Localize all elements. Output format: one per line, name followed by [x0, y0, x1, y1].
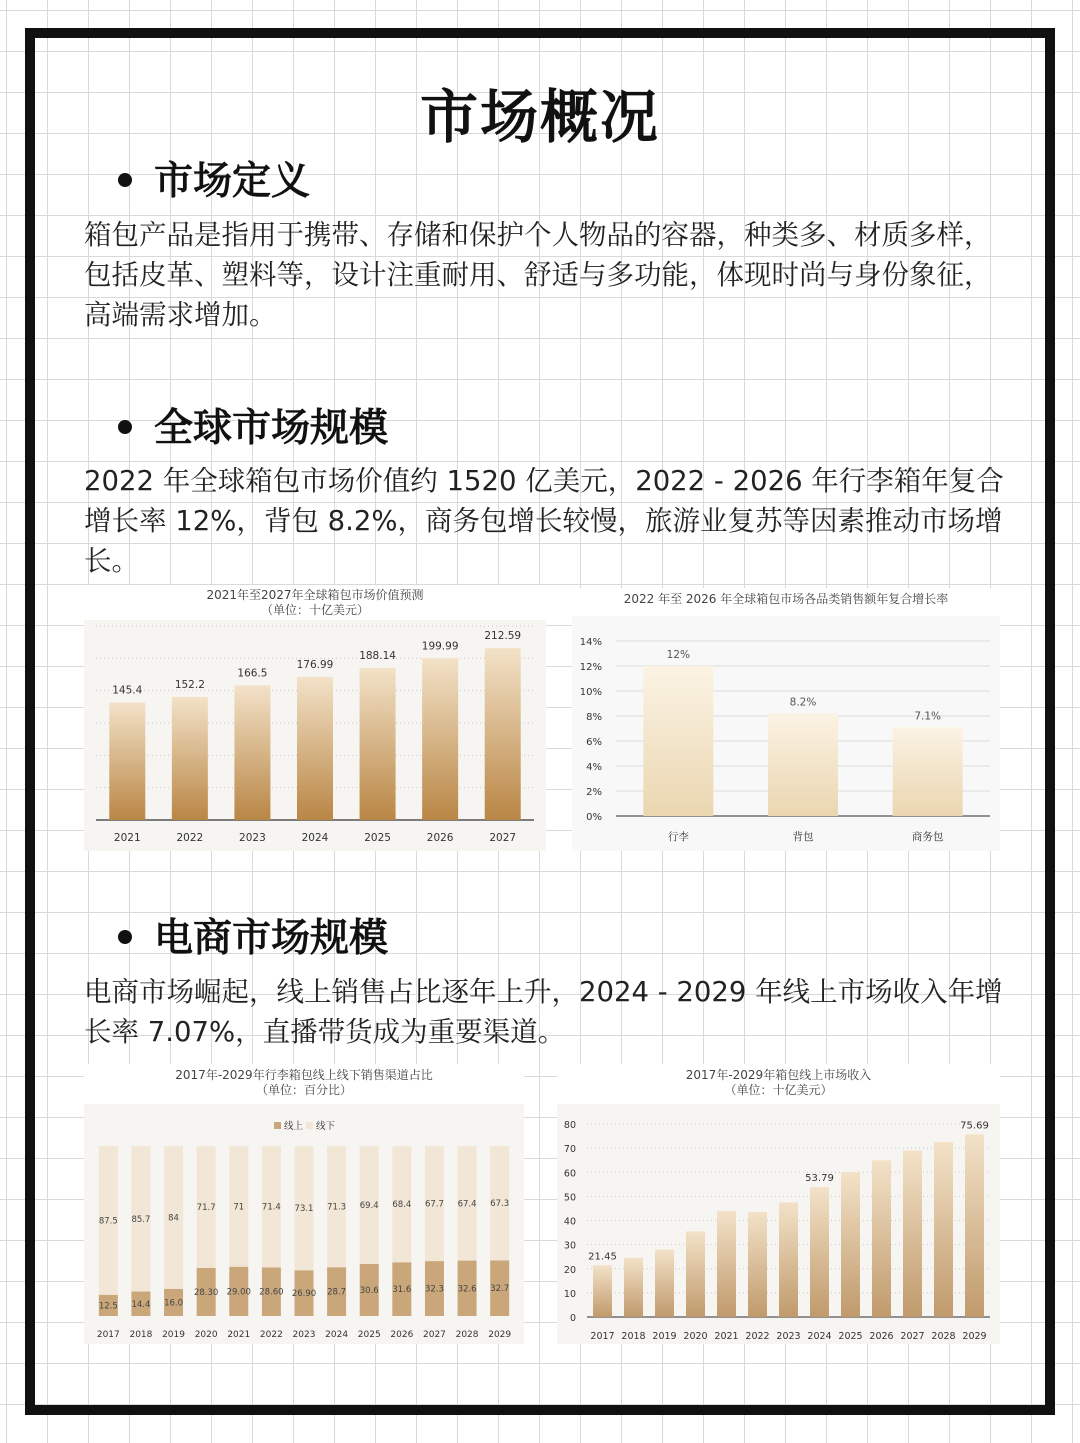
- tick-label-2026: 2026: [390, 1330, 414, 1340]
- section-heading-ecommerce: 电商市场规模: [118, 907, 388, 963]
- y-tick-label: 60: [563, 1168, 576, 1180]
- data-label-online-2026: 31.6: [392, 1285, 412, 1296]
- data-label-online-2023: 26.90: [291, 1289, 317, 1300]
- y-tick-label: 6%: [586, 737, 602, 748]
- bar-2021: [717, 1211, 736, 1317]
- tick-label-2028: 2028: [931, 1331, 956, 1342]
- bar-2023: [779, 1202, 798, 1317]
- data-label-商务包: 7.1%: [914, 710, 942, 723]
- legend-label-online: 线上: [284, 1121, 304, 1132]
- data-label-offline-2025: 69.4: [359, 1200, 379, 1211]
- y-tick-label: 40: [563, 1216, 576, 1228]
- chart-online-revenue: [557, 1064, 1000, 1344]
- data-label-offline-2028: 67.4: [457, 1199, 477, 1210]
- chart-svg: [557, 1104, 1000, 1344]
- bar-2026: [422, 658, 458, 820]
- y-tick-label: 8%: [586, 712, 602, 723]
- data-label-2021: 145.4: [112, 684, 143, 697]
- tick-label-2020: 2020: [194, 1330, 218, 1340]
- tick-label-2026: 2026: [869, 1331, 894, 1342]
- tick-label-2022: 2022: [176, 832, 204, 844]
- y-tick-label: 10%: [579, 687, 602, 698]
- tick-label-2019: 2019: [652, 1331, 677, 1342]
- data-label-2024: 176.99: [296, 658, 334, 671]
- data-label-online-2028: 32.6: [457, 1284, 477, 1295]
- data-label-online-2027: 32.3: [424, 1284, 444, 1295]
- data-label-offline-2020: 71.7: [196, 1202, 216, 1213]
- data-label-offline-2023: 73.1: [294, 1204, 314, 1215]
- tick-label-2029: 2029: [488, 1330, 512, 1340]
- bar-行李: [643, 666, 713, 816]
- tick-label-2027: 2027: [489, 832, 517, 844]
- chart-channel-share: [84, 1064, 524, 1344]
- bar-2029: [965, 1134, 984, 1317]
- data-label-online-2017: 12.5: [98, 1301, 118, 1312]
- bullet-icon: [118, 420, 132, 434]
- chart-subtitle: （单位：十亿美元）: [724, 1083, 833, 1097]
- bar-2027: [903, 1151, 922, 1317]
- data-label-online-2020: 28.30: [193, 1287, 219, 1298]
- data-label-2024: 53.79: [805, 1173, 834, 1185]
- y-tick-label: 30: [563, 1240, 576, 1252]
- chart-category-cagr: [572, 588, 1000, 851]
- tick-label-2022: 2022: [745, 1331, 770, 1342]
- tick-label-2028: 2028: [455, 1330, 479, 1340]
- bar-2017: [593, 1265, 612, 1317]
- tick-label-2026: 2026: [426, 832, 454, 844]
- bar-2022: [748, 1212, 767, 1317]
- data-label-offline-2018: 85.7: [131, 1214, 151, 1225]
- tick-label-2025: 2025: [838, 1331, 863, 1342]
- data-label-2017: 21.45: [588, 1251, 617, 1263]
- data-label-offline-2024: 71.3: [327, 1202, 347, 1213]
- data-label-2023: 166.5: [237, 667, 268, 680]
- tick-label-商务包: 商务包: [911, 831, 944, 843]
- bar-2024: [810, 1187, 829, 1317]
- tick-label-2018: 2018: [129, 1330, 153, 1340]
- data-label-offline-2019: 84: [168, 1213, 179, 1224]
- data-label-offline-2017: 87.5: [98, 1216, 118, 1227]
- bar-2024: [297, 677, 333, 820]
- data-label-online-2024: 28.7: [327, 1287, 347, 1298]
- tick-label-2023: 2023: [239, 832, 266, 844]
- bar-2019: [655, 1249, 674, 1317]
- chart-title: 2017年-2029年箱包线上市场收入: [685, 1068, 872, 1082]
- legend-label-offline: 线下: [316, 1121, 336, 1132]
- bar-商务包: [893, 727, 963, 816]
- chart-background: [557, 1104, 1000, 1344]
- bullet-icon: [118, 930, 132, 944]
- data-label-2026: 199.99: [421, 640, 459, 653]
- chart-title: 2017年-2029年行李箱包线上线下销售渠道占比: [175, 1068, 433, 1082]
- data-label-2025: 188.14: [359, 649, 396, 662]
- bar-2028: [934, 1142, 953, 1317]
- y-tick-label: 50: [563, 1192, 576, 1204]
- y-tick-label: 0%: [586, 812, 602, 823]
- section-heading-definition: 市场定义: [118, 150, 310, 206]
- y-tick-label: 12%: [579, 662, 602, 673]
- section-text-ecommerce: 电商市场崛起，线上销售占比逐年上升，2024 - 2029 年线上市场收入年增长率 7.07%，直播带货成为重要渠道。: [84, 976, 1003, 1048]
- data-label-online-2022: 28.60: [259, 1287, 284, 1298]
- data-label-online-2029: 32.7: [490, 1284, 510, 1295]
- section-heading-global: 全球市场规模: [118, 397, 388, 453]
- legend-swatch-online: [274, 1122, 281, 1129]
- tick-label-2017: 2017: [590, 1331, 615, 1342]
- tick-label-2025: 2025: [357, 1330, 381, 1340]
- data-label-online-2018: 14.4: [131, 1299, 151, 1310]
- tick-label-2021: 2021: [113, 832, 141, 844]
- tick-label-2018: 2018: [621, 1331, 646, 1342]
- chart-subtitle: （单位：百分比）: [255, 1083, 352, 1097]
- tick-label-2019: 2019: [162, 1330, 185, 1340]
- bar-2027: [485, 648, 521, 820]
- tick-label-行李: 行李: [667, 831, 689, 843]
- tick-label-2022: 2022: [259, 1330, 283, 1340]
- data-label-offline-2021: 71: [233, 1202, 245, 1213]
- y-tick-label: 4%: [586, 762, 602, 773]
- tick-label-2020: 2020: [683, 1331, 708, 1342]
- bar-2022: [172, 697, 208, 820]
- y-tick-label: 14%: [579, 637, 602, 648]
- bar-2026: [872, 1160, 891, 1317]
- tick-label-2024: 2024: [301, 832, 329, 844]
- data-label-2022: 152.2: [174, 678, 205, 691]
- section-text-global: 2022 年全球箱包市场价值约 1520 亿美元，2022 - 2026 年行李箱年复合增长率 12%，背包 8.2%，商务包增长较慢，旅游业复苏等因素推动市场增长。: [84, 465, 1004, 577]
- tick-label-2025: 2025: [364, 832, 391, 844]
- tick-label-2027: 2027: [423, 1330, 446, 1340]
- chart-subtitle: （单位：十亿美元）: [260, 603, 369, 617]
- tick-label-2024: 2024: [325, 1330, 349, 1340]
- tick-label-2024: 2024: [807, 1331, 832, 1342]
- tick-label-2027: 2027: [900, 1331, 925, 1342]
- tick-label-2029: 2029: [962, 1331, 987, 1342]
- bar-2021: [109, 702, 145, 820]
- bar-2023: [234, 685, 270, 820]
- data-label-offline-2026: 68.4: [392, 1200, 412, 1211]
- y-tick-label: 80: [563, 1120, 576, 1131]
- tick-label-2023: 2023: [292, 1330, 316, 1340]
- bullet-icon: [118, 173, 132, 187]
- data-label-2029: 75.69: [960, 1120, 989, 1132]
- tick-label-背包: 背包: [792, 831, 814, 843]
- data-label-online-2021: 29.00: [226, 1287, 251, 1298]
- bar-2018: [624, 1258, 643, 1317]
- data-label-online-2019: 16.0: [164, 1298, 184, 1309]
- tick-label-2021: 2021: [227, 1330, 251, 1340]
- data-label-online-2025: 30.6: [359, 1285, 379, 1296]
- section-text-definition: 箱包产品是指用于携带、存储和保护个人物品的容器，种类多、材质多样，包括皮革、塑料等，设计注重耐用、舒适与多功能，体现时尚与身份象征，高端需求增加。: [84, 219, 992, 331]
- chart-svg: [84, 620, 546, 851]
- chart-global-market-value: [84, 585, 546, 851]
- chart-title: 2021年至2027年全球箱包市场价值预测: [206, 588, 424, 602]
- data-label-offline-2029: 67.3: [490, 1199, 510, 1210]
- y-tick-label: 0: [569, 1313, 576, 1324]
- y-tick-label: 10: [563, 1288, 576, 1300]
- y-tick-label: 20: [563, 1264, 576, 1276]
- chart-svg: [84, 1104, 524, 1344]
- bar-2025: [841, 1172, 860, 1317]
- bar-背包: [768, 714, 838, 817]
- tick-label-2021: 2021: [714, 1331, 739, 1342]
- legend-swatch-offline: [306, 1122, 313, 1129]
- y-tick-label: 2%: [586, 787, 602, 798]
- data-label-背包: 8.2%: [789, 696, 817, 709]
- tick-label-2023: 2023: [776, 1331, 801, 1342]
- data-label-行李: 12%: [666, 649, 691, 661]
- tick-label-2017: 2017: [96, 1330, 120, 1340]
- chart-title: 2022 年至 2026 年全球箱包市场各品类销售额年复合增长率: [623, 592, 949, 606]
- page-title: 市场概况: [419, 83, 660, 151]
- bar-2020: [686, 1231, 705, 1317]
- bar-2025: [360, 668, 396, 820]
- data-label-2027: 212.59: [484, 630, 522, 643]
- data-label-offline-2022: 71.4: [261, 1202, 281, 1213]
- chart-svg: [572, 616, 1000, 851]
- y-tick-label: 70: [563, 1144, 576, 1156]
- data-label-offline-2027: 67.7: [424, 1199, 444, 1210]
